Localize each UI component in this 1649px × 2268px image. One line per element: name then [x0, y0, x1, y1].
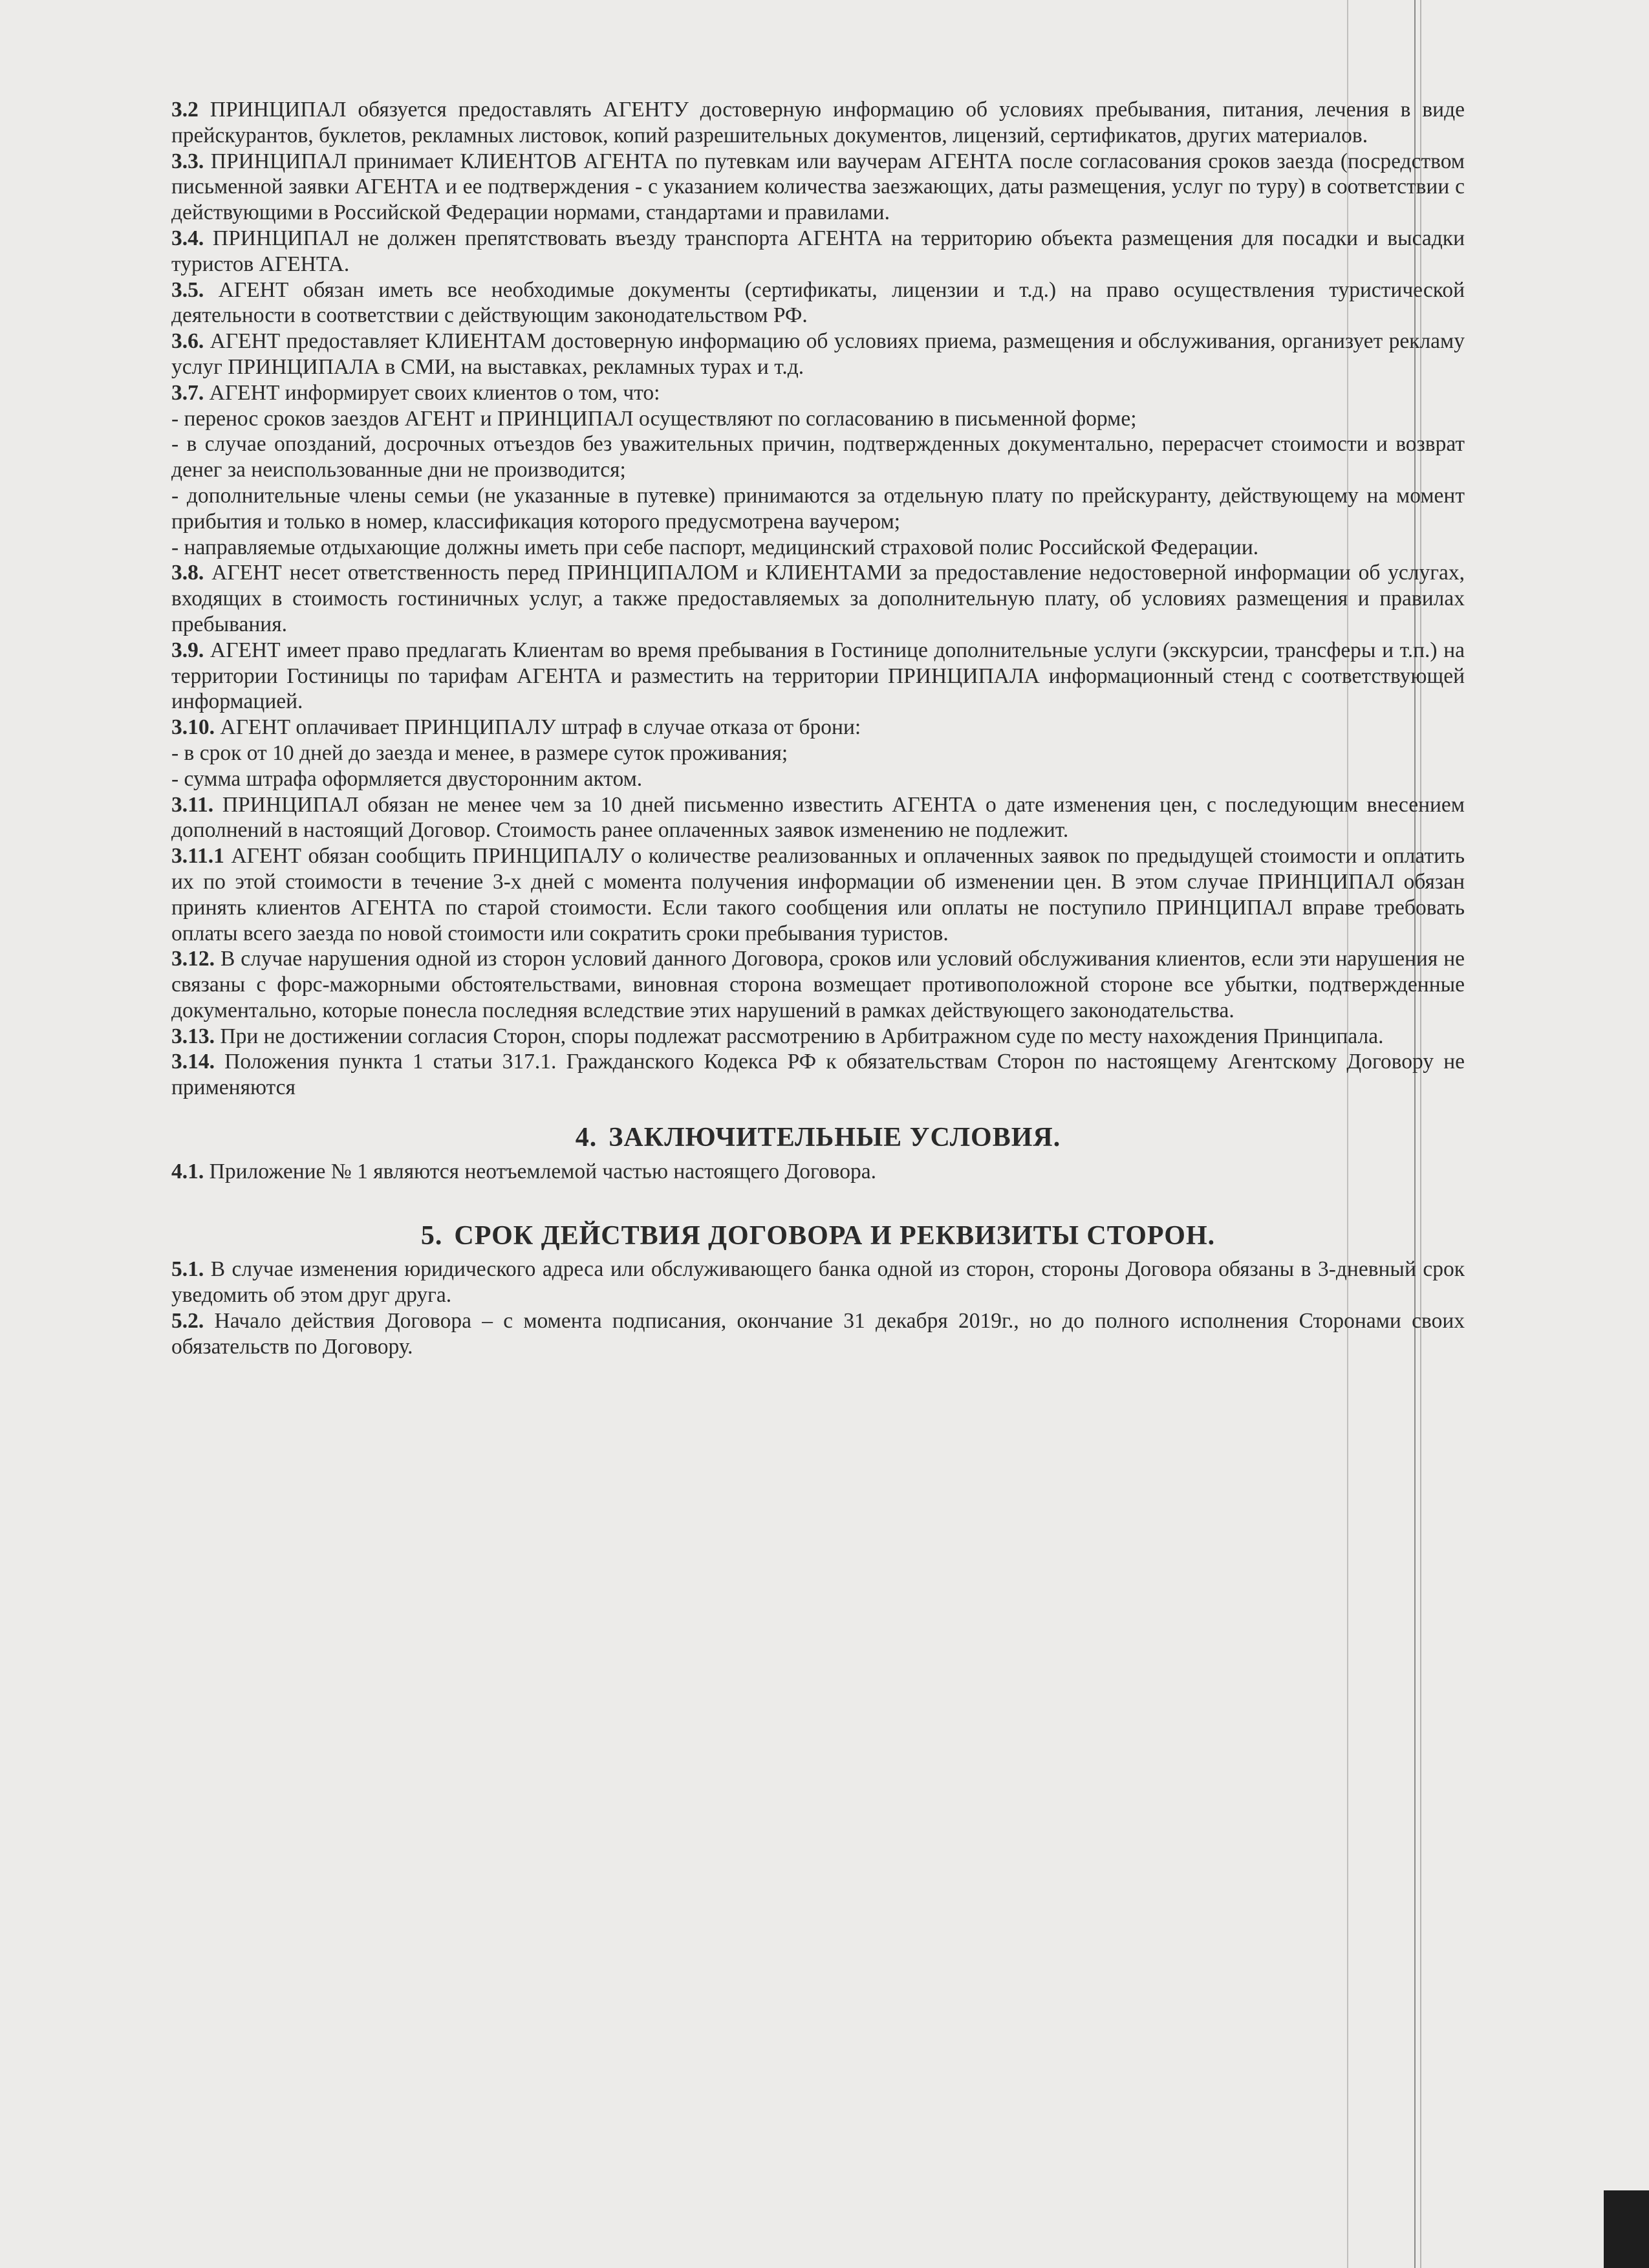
clause-text: ПРИНЦИПАЛ обязан не менее чем за 10 дней письменно известить АГЕНТА о дате изменения цен, с последующим внесением дополнений в настоящий Договор. Стоимость ранее оплаченных заявок изменению не подлежит.: [171, 792, 1465, 843]
clause-text: При не достижении согласия Сторон, споры подлежат рассмотрению в Арбитражном суде по месту нахождения Принципала.: [220, 1024, 1384, 1048]
section-5-heading: [171, 1220, 1465, 1251]
clause: [171, 715, 1465, 740]
clause-text: АГЕНТ имеет право предлагать Клиентам во время пребывания в Гостинице дополнительные услуги (экскурсии, трансферы и т.п.) на территории Гостиницы по тарифам АГЕНТА и разместить на территории ПРИНЦИПАЛА информационный стенд с соответствующей информацией.: [171, 638, 1465, 714]
clause-number: 3.6.: [171, 329, 204, 354]
section-3-clauses-continued: [171, 560, 1465, 740]
clause-text: АГЕНТ обязан сообщить ПРИНЦИПАЛУ о количестве реализованных и оплаченных заявок по предыдущей стоимости и оплатить их по этой стоимости в течение 3-х дней с момента получения информации об изменении цен. В этом случае ПРИНЦИПАЛ обязан принять клиентов АГЕНТА по старой стоимости. Если такого сообщения или оплаты не поступило ПРИНЦИПАЛ вправе требовать оплаты всего заезда по новой стоимости или сократить сроки пребывания туристов.: [171, 844, 1465, 945]
clause-text: ПРИНЦИПАЛ обязуется предоставлять АГЕНТУ достоверную информацию об условиях пребывания, питания, лечения в виде прейскурантов, буклетов, рекламных листовок, копий разрешительных документов, лицензий, сертификатов, других материалов.: [171, 98, 1465, 147]
bullet-item: - дополнительные члены семьи (не указанные в путевке) принимаются за отдельную плату по прейскуранту, действующему на момент прибытия и только в номер, классификация которого предусмотрена ваучером;: [171, 483, 1465, 534]
section-4-clauses: [171, 1159, 1465, 1185]
clause: [171, 1257, 1465, 1308]
clause-text: В случае нарушения одной из сторон условий данного Договора, сроков или условий обслуживания клиентов, если эти нарушения не связаны с форс-мажорными обстоятельствами, виновная сторона возмещает противоположной стороне все убытки, подтвержденные документально, которые понесла последняя вследствие этих нарушений в рамках действующего законодательства.: [171, 947, 1465, 1022]
clause-number: 3.14.: [171, 1050, 215, 1074]
clause-number: 3.11.1: [171, 844, 224, 869]
clause: [171, 843, 1465, 946]
clause-number: 3.2: [171, 98, 199, 122]
clause: [171, 638, 1465, 715]
clause-number: 5.2.: [171, 1309, 204, 1334]
clause-text: Положения пункта 1 статьи 317.1. Гражданского Кодекса РФ к обязательствам Сторон по настоящему Агентскому Договору не применяются: [171, 1050, 1465, 1100]
clause: [171, 1159, 1465, 1185]
clause: [171, 792, 1465, 844]
clause-text: АГЕНТ несет ответственность перед ПРИНЦИПАЛОМ и КЛИЕНТАМИ за предоставление недостоверной информации об услугах, входящих в стоимость гостиничных услуг, а также предоставляемых за дополнительную плату, об условиях размещения и правилах пребывания.: [171, 561, 1465, 636]
scan-corner-shadow: [1604, 2190, 1649, 2268]
clause-number: 3.5.: [171, 277, 204, 302]
clause: [171, 97, 1465, 149]
bullet-item: - сумма штрафа оформляется двусторонним актом.: [171, 766, 643, 791]
section-number: 5.: [420, 1220, 443, 1251]
section-title: СРОК ДЕЙСТВИЯ ДОГОВОРА И РЕКВИЗИТЫ СТОРОН.: [454, 1220, 1216, 1251]
clause-text: Приложение № 1 являются неотъемлемой частью настоящего Договора.: [209, 1159, 877, 1183]
clause: [171, 226, 1465, 277]
clause-number: 3.10.: [171, 715, 215, 740]
clause: [171, 329, 1465, 380]
section-3-clauses-final: [171, 792, 1465, 1101]
clause: [171, 149, 1465, 226]
bullet-item: - направляемые отдыхающие должны иметь при себе паспорт, медицинский страховой полис Российской Федерации.: [171, 535, 1259, 559]
bullet-item: - в случае опозданий, досрочных отъездов без уважительных причин, подтвержденных документально, перерасчет стоимости и возврат денег за неиспользованные дни не производится;: [171, 432, 1465, 482]
clause-number: 5.1.: [171, 1257, 204, 1282]
clause-3-7-bullets: [171, 406, 1465, 561]
clause-text: АГЕНТ оплачивает ПРИНЦИПАЛУ штраф в случае отказа от брони:: [220, 715, 861, 740]
clause-number: 3.9.: [171, 638, 204, 662]
clause-number: 4.1.: [171, 1159, 204, 1183]
clause-number: 3.8.: [171, 561, 204, 585]
clause-text: АГЕНТ обязан иметь все необходимые документы (сертификаты, лицензии и т.д.) на право осуществления туристической деятельности в соответствии с действующим законодательством РФ.: [171, 277, 1465, 328]
clause-text: АГЕНТ предоставляет КЛИЕНТАМ достоверную информацию об условиях приема, размещения и обслуживания, организует рекламу услуг ПРИНЦИПАЛА в СМИ, на выставках, рекламных турах и т.д.: [171, 329, 1465, 379]
clause: [171, 1024, 1465, 1050]
clause-number: 3.11.: [171, 792, 214, 817]
bullet-item: - в срок от 10 дней до заезда и менее, в размере суток проживания;: [171, 740, 788, 765]
section-4-heading: [171, 1125, 1465, 1151]
clause: [171, 1049, 1465, 1101]
section-3-clauses: [171, 97, 1465, 406]
clause-number: 3.4.: [171, 226, 204, 250]
clause-text: Начало действия Договора – с момента подписания, окончание 31 декабря 2019г., но до полного исполнения Сторонами своих обязательств по Договору.: [171, 1309, 1465, 1359]
clause-number: 3.13.: [171, 1024, 215, 1048]
clause: [171, 277, 1465, 329]
clause-number: 3.3.: [171, 149, 204, 173]
clause: [171, 1308, 1465, 1360]
clause-text: ПРИНЦИПАЛ не должен препятствовать въезду транспорта АГЕНТА на территорию объекта размещения для посадки и высадки туристов АГЕНТА.: [171, 226, 1465, 276]
clause-3-10-bullets: [171, 740, 1465, 792]
clause: [171, 380, 1465, 406]
section-title: ЗАКЛЮЧИТЕЛЬНЫЕ УСЛОВИЯ.: [609, 1123, 1061, 1153]
clause-text: ПРИНЦИПАЛ принимает КЛИЕНТОВ АГЕНТА по путевкам или ваучерам АГЕНТА после согласования сроков заезда (посредством письменной заявки АГЕНТА и ее подтверждения - с указанием количества заезжающих, даты размещения, услуг по туру) в соответствии с действующими в Российской Федерации нормами, стандартами и правилами.: [171, 149, 1465, 225]
clause-number: 3.7.: [171, 380, 204, 405]
section-number: 4.: [575, 1123, 598, 1153]
document-body: [171, 97, 1465, 1360]
section-5-clauses: [171, 1257, 1465, 1359]
clause-text: В случае изменения юридического адреса или обслуживающего банка одной из сторон, стороны Договора обязаны в 3-дневный срок уведомить об этом друг друга.: [171, 1257, 1465, 1308]
bullet-item: - перенос сроков заездов АГЕНТ и ПРИНЦИПАЛ осуществляют по согласованию в письменной форме;: [171, 406, 1137, 431]
clause: [171, 946, 1465, 1023]
clause: [171, 560, 1465, 637]
clause-text: АГЕНТ информирует своих клиентов о том, что:: [209, 380, 660, 405]
clause-number: 3.12.: [171, 947, 215, 971]
